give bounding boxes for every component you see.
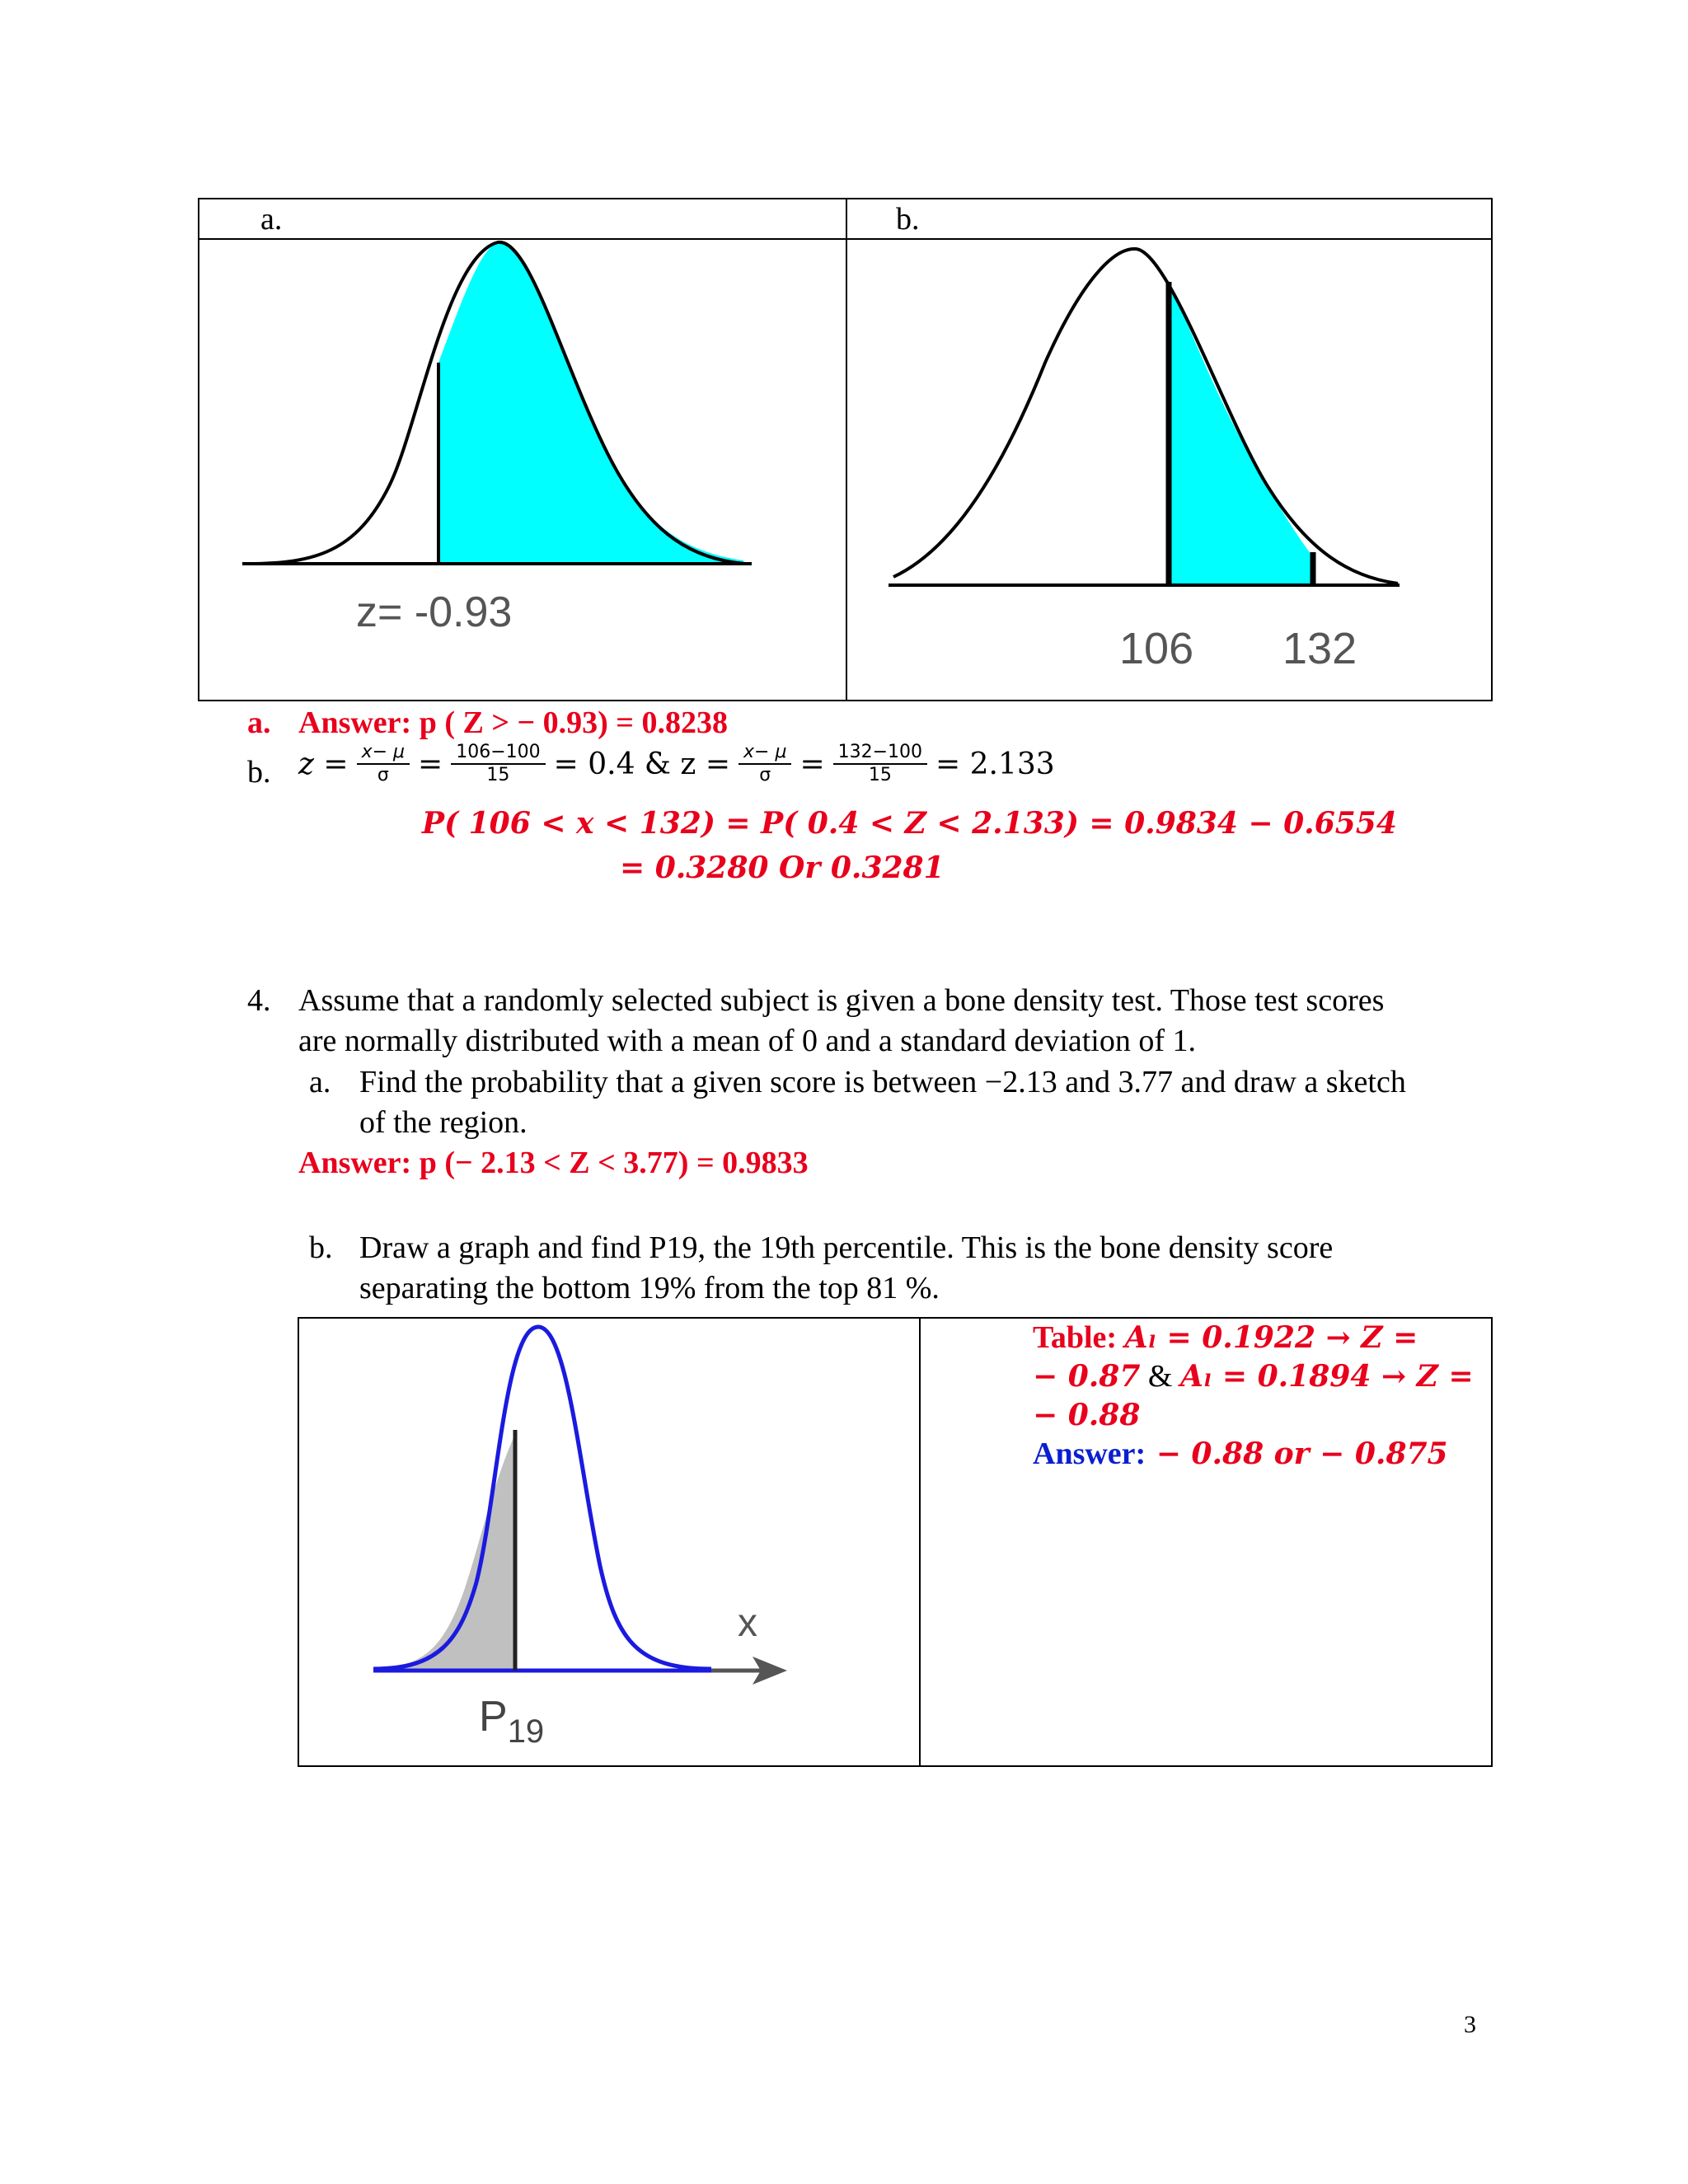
- z1-equals: =: [418, 747, 443, 781]
- lookup-row-3: [1033, 1396, 1478, 1435]
- answer-a-marker: a.: [247, 705, 271, 740]
- question-4b-line-1: Draw a graph and find P19, the 19th percentile. This is the bone density score: [359, 1230, 1334, 1265]
- table-column-divider: [919, 1319, 921, 1765]
- z2-frac1-den: σ: [759, 765, 771, 785]
- answer-4b-value: − 0.88 or − 0.875: [1146, 1436, 1448, 1471]
- lookup-row-2-part1: − 0.87: [1033, 1359, 1141, 1394]
- z2-equals: =: [799, 747, 825, 781]
- lookup-row-2-part2: Aₗ = 0.1894 → Z =: [1179, 1359, 1474, 1394]
- question-4a-line-1: Find the probability that a given score is between −2.13 and 3.77 and draw a sketch: [359, 1065, 1406, 1099]
- graphs-table: [198, 198, 1493, 701]
- probability-line-2: = 0.3280 Or 0.3281: [620, 851, 945, 885]
- percentile-table: [298, 1317, 1493, 1767]
- question-4a-line-2: of the region.: [359, 1105, 528, 1140]
- probability-line-1: P( 106 < x < 132) = P( 0.4 < Z < 2.133) = 0.9834 − 0.6554: [422, 806, 1397, 841]
- z2-frac2-num: 132−100: [833, 742, 927, 765]
- answer-4a: Answer: p (− 2.13 < Z < 3.77) = 0.9833: [298, 1146, 809, 1180]
- question-4b-line-2: separating the bottom 19% from the top 81 %.: [359, 1271, 940, 1305]
- answer-4b-label: Answer:: [1033, 1436, 1146, 1471]
- z1-frac2-den: 15: [486, 765, 510, 785]
- z1-frac1-den: σ: [377, 765, 389, 785]
- question-4b-marker: b.: [309, 1230, 333, 1265]
- z-score-computation: [298, 742, 1055, 786]
- z2-frac1: [738, 742, 791, 786]
- z1-lhs: z =: [298, 747, 349, 781]
- percentile-graph: [299, 1319, 917, 1765]
- question-4a-marker: a.: [309, 1065, 331, 1099]
- table-lookup-text: [1033, 1319, 1478, 1474]
- answer-4b: [1033, 1435, 1478, 1474]
- table-label: Table:: [1033, 1320, 1118, 1355]
- normal-curve-graph-a: [199, 239, 845, 701]
- z2-frac2-den: 15: [868, 765, 892, 785]
- z2-result: = 2.133: [935, 747, 1055, 781]
- cell-a-label: a.: [260, 202, 283, 237]
- curve-b: [893, 249, 1398, 583]
- question-4-text-line-1: Assume that a randomly selected subject is given a bone density test. Those test scores: [298, 983, 1385, 1018]
- z1-frac1: [357, 742, 410, 786]
- question-4-text-line-2: are normally distributed with a mean of 0 and a standard deviation of 1.: [298, 1024, 1197, 1058]
- answer-a: Answer: p ( Z > − 0.93) = 0.8238: [298, 705, 728, 740]
- label-106: 106: [1119, 624, 1194, 673]
- p19-label: $P_{19}$: [479, 1693, 545, 1750]
- x-axis-label: x: [738, 1601, 757, 1645]
- label-132: 132: [1282, 624, 1357, 673]
- z1-result: = 0.4 & z =: [553, 747, 730, 781]
- z1-frac2: [451, 742, 545, 786]
- z1-frac1-num: x− μ: [357, 742, 410, 765]
- part-b-marker: b.: [247, 755, 271, 790]
- normal-curve-graph-b: [847, 239, 1493, 701]
- percentile-curve: [373, 1327, 711, 1669]
- lookup-row-2-amp: &: [1140, 1359, 1180, 1394]
- page-number: 3: [1464, 2011, 1476, 2038]
- shaded-region-a: [438, 243, 743, 564]
- shaded-left-tail: [369, 1434, 515, 1669]
- z2-frac1-num: x− μ: [738, 742, 791, 765]
- lookup-row-2: [1033, 1357, 1478, 1396]
- question-4-number: 4.: [247, 983, 271, 1018]
- lookup-row-1: [1033, 1319, 1478, 1357]
- z1-frac2-num: 106−100: [451, 742, 545, 765]
- z2-frac2: [833, 742, 927, 786]
- cell-b-label: b.: [896, 202, 920, 237]
- lookup-row-1-value: Aₗ = 0.1922 → Z =: [1124, 1320, 1418, 1355]
- z-label-a: z= -0.93: [356, 588, 513, 636]
- lookup-row-3-value: − 0.88: [1033, 1398, 1141, 1432]
